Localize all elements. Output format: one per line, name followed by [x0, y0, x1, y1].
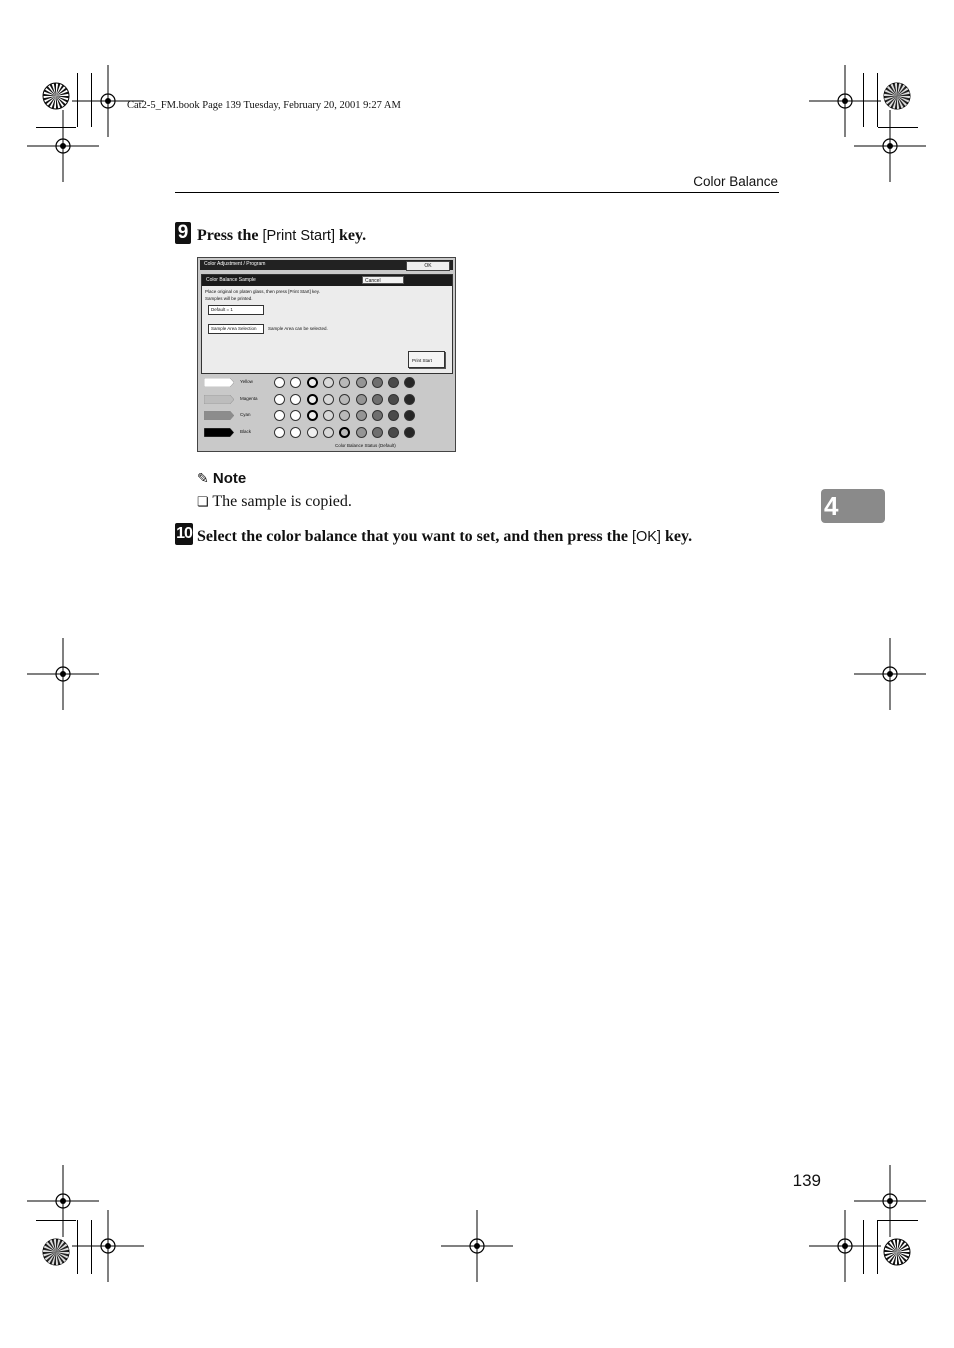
color-balance-level-button[interactable] [356, 394, 367, 405]
color-balance-level-button[interactable] [323, 394, 334, 405]
checkbox-bullet-icon: ❏ [197, 494, 209, 509]
default-button[interactable]: Default = 1 [208, 305, 264, 315]
color-balance-level-button[interactable] [372, 394, 383, 405]
color-swatch-arrow [204, 378, 234, 387]
print-info-line: Cat2-5_FM.book Page 139 Tuesday, February 20, 2001 9:27 AM [127, 100, 401, 111]
color-balance-level-button[interactable] [372, 410, 383, 421]
print-start-button[interactable]: Print Start [408, 351, 445, 368]
color-balance-level-button[interactable] [323, 427, 334, 438]
step-text-before: Press the [197, 227, 263, 244]
cancel-button[interactable]: Cancel [362, 276, 404, 284]
color-balance-level-button[interactable] [404, 394, 415, 405]
color-balance-level-button[interactable] [323, 410, 334, 421]
color-row-label: Magenta [240, 395, 258, 401]
registration-crosshair-icon [27, 1165, 99, 1237]
color-balance-level-button[interactable] [356, 410, 367, 421]
note-item [197, 493, 352, 511]
registration-crosshair-icon [854, 110, 926, 182]
color-balance-level-button[interactable] [404, 377, 415, 388]
color-balance-level-button[interactable] [388, 427, 399, 438]
dialog-title-bar [202, 275, 452, 286]
sample-area-note: Sample Area can be selected. [268, 326, 328, 331]
note-item-text: The sample is copied. [212, 493, 352, 510]
registration-crosshair-icon [854, 638, 926, 710]
color-balance-level-button[interactable] [290, 427, 301, 438]
window-title: Color Adjustment / Program [204, 261, 266, 267]
ok-button[interactable]: OK [406, 261, 450, 271]
step-text-after: key. [660, 528, 693, 545]
instruction-line-1: Place original on platen glass, then press [Print Start] key. [205, 289, 320, 294]
color-registration-target-icon [883, 1238, 911, 1266]
note-label: Note [212, 470, 247, 487]
color-balance-level-button[interactable] [290, 377, 301, 388]
color-balance-level-button[interactable] [290, 410, 301, 421]
color-registration-target-icon [883, 82, 911, 110]
color-row-label: Cyan [240, 412, 251, 417]
color-balance-level-button[interactable] [274, 410, 285, 421]
key-name: [OK] [631, 529, 661, 545]
color-balance-level-button[interactable] [356, 377, 367, 388]
color-balance-level-button[interactable] [290, 394, 301, 405]
color-balance-level-button[interactable] [388, 394, 399, 405]
color-balance-level-button[interactable] [372, 427, 383, 438]
color-balance-level-button[interactable] [339, 427, 350, 438]
window-title-bar [200, 260, 453, 270]
registration-crosshair-icon [27, 110, 99, 182]
step-number-badge: 10 [175, 523, 193, 545]
color-balance-status: Color Balance Status (Default) [335, 443, 396, 448]
note-heading [197, 470, 246, 487]
color-swatch-arrow [204, 428, 234, 437]
color-balance-level-button[interactable] [339, 394, 350, 405]
pencil-icon: ✎ [197, 470, 209, 486]
color-balance-level-button[interactable] [339, 410, 350, 421]
color-balance-level-button[interactable] [372, 377, 383, 388]
step-number-badge: 9 [175, 222, 191, 244]
color-balance-level-button[interactable] [356, 427, 367, 438]
chapter-tab: 4 [821, 489, 885, 523]
color-balance-level-button[interactable] [307, 394, 318, 405]
control-panel-screenshot [197, 257, 456, 452]
color-row-label: Yellow [240, 379, 253, 384]
color-swatch-arrow [204, 411, 234, 420]
dialog-title: Color Balance Sample [206, 277, 256, 283]
registration-crosshair-icon [441, 1210, 513, 1282]
color-balance-level-button[interactable] [307, 427, 318, 438]
step-instruction [197, 227, 366, 245]
instruction-line-2: Samples will be printed. [205, 296, 253, 301]
color-swatch-arrow [204, 395, 234, 404]
header-rule [175, 192, 779, 193]
sample-area-selection-button[interactable]: Sample Area Selection [208, 324, 264, 334]
color-balance-level-button[interactable] [339, 377, 350, 388]
color-balance-level-button[interactable] [388, 377, 399, 388]
color-balance-sample-dialog [201, 274, 453, 374]
color-row-label: Black [240, 428, 252, 434]
key-name: [Print Start] [262, 228, 335, 244]
color-balance-level-button[interactable] [323, 377, 334, 388]
running-header-title: Color Balance [693, 174, 778, 189]
page-number: 139 [792, 1171, 821, 1190]
step-text-after: key. [335, 227, 367, 244]
color-balance-level-button[interactable] [388, 410, 399, 421]
color-balance-level-button[interactable] [404, 410, 415, 421]
registration-crosshair-icon [854, 1165, 926, 1237]
color-balance-level-button[interactable] [307, 410, 318, 421]
step-instruction [197, 528, 692, 546]
registration-crosshair-icon [27, 638, 99, 710]
step-text-before: Select the color balance that you want to set, and then press the [197, 528, 632, 545]
color-balance-level-button[interactable] [274, 394, 285, 405]
color-balance-level-button[interactable] [404, 427, 415, 438]
color-balance-level-button[interactable] [274, 377, 285, 388]
color-registration-target-icon [42, 1238, 70, 1266]
color-balance-level-button[interactable] [274, 427, 285, 438]
color-registration-target-icon [42, 82, 70, 110]
color-balance-level-button[interactable] [307, 377, 318, 388]
